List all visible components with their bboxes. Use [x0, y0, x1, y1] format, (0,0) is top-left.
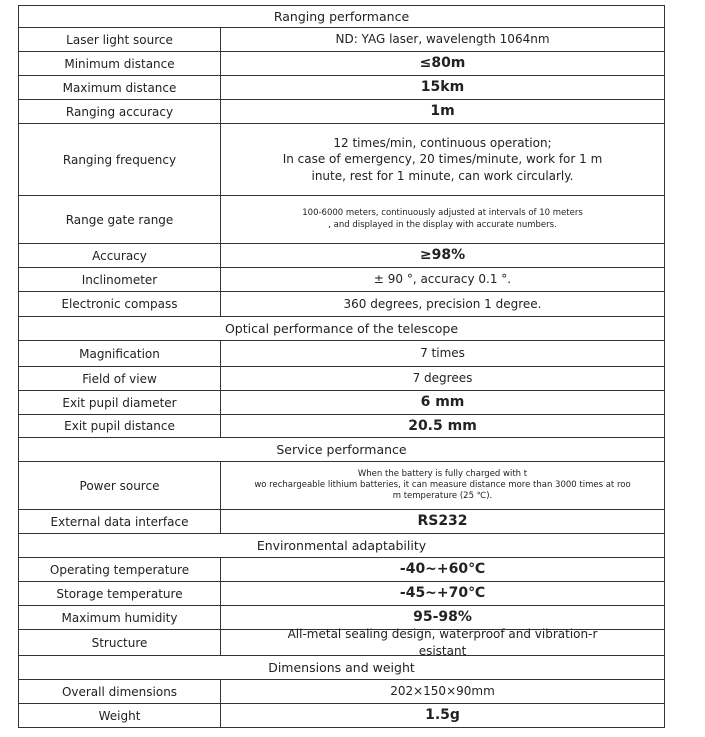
row-value: 12 times/min, continuous operation; In case of emergency, 20 times/minute, work for 1 m inute, rest for 1 minute, can work circularly. — [282, 136, 603, 183]
row-label: Maximum distance — [19, 76, 221, 99]
row-value: ≥98% — [419, 247, 466, 264]
row-value: 6 mm — [420, 394, 465, 411]
row-value: 20.5 mm — [408, 417, 477, 434]
table-row — [19, 100, 664, 124]
section-header: Optical performance of the telescope — [19, 317, 664, 341]
row-label: Storage temperature — [19, 582, 221, 605]
table-row — [19, 268, 664, 292]
table-row — [19, 52, 664, 76]
table-row — [19, 704, 664, 728]
row-label: Ranging accuracy — [19, 100, 221, 123]
row-label: Operating temperature — [19, 558, 221, 581]
table-row — [19, 292, 664, 317]
table-row — [19, 244, 664, 268]
row-label: Maximum humidity — [19, 606, 221, 629]
row-value: 7 times — [420, 346, 465, 361]
row-value: 7 degrees — [412, 371, 473, 386]
row-label: Power source — [19, 462, 221, 509]
row-label: Ranging frequency — [19, 124, 221, 195]
table-row — [19, 680, 664, 704]
table-row — [19, 582, 664, 606]
row-label: Magnification — [19, 341, 221, 366]
row-label: Field of view — [19, 367, 221, 390]
row-value: 202×150×90mm — [390, 684, 495, 699]
row-label: Inclinometer — [19, 268, 221, 291]
section-header: Dimensions and weight — [19, 656, 664, 680]
row-label: Accuracy — [19, 244, 221, 267]
row-value: When the battery is fully charged with t wo rechargeable lithium batteries, it can measure distance more than 3000 times at roo m temperature (25 ℃). — [254, 468, 631, 502]
row-value: 95-98% — [413, 609, 472, 626]
row-label: External data interface — [19, 510, 221, 533]
table-row — [19, 627, 664, 658]
row-label: Laser light source — [19, 28, 221, 51]
table-row — [19, 367, 664, 391]
table-row — [19, 28, 664, 52]
table-row — [19, 558, 664, 582]
row-value: ± 90 °, accuracy 0.1 °. — [373, 272, 512, 287]
table-row — [19, 196, 664, 244]
row-value: ND: YAG laser, wavelength 1064nm — [335, 32, 550, 47]
row-label: Exit pupil diameter — [19, 391, 221, 414]
row-value: -40~+60℃ — [399, 561, 486, 578]
row-value: All-metal sealing design, waterproof and vibration-r esistant — [287, 627, 598, 658]
spec-table — [18, 5, 665, 728]
row-label: Minimum distance — [19, 52, 221, 75]
row-value: 100-6000 meters, continuously adjusted at intervals of 10 meters , and displayed in the display with accurate numbers. — [302, 208, 583, 230]
table-row — [19, 76, 664, 100]
row-label: Range gate range — [19, 196, 221, 243]
table-row — [19, 391, 664, 415]
row-value: -45~+70℃ — [399, 585, 486, 602]
table-row — [19, 124, 664, 196]
row-value: 360 degrees, precision 1 degree. — [343, 296, 542, 311]
row-value: ≤80m — [419, 55, 466, 72]
row-label: Weight — [19, 704, 221, 727]
table-row — [19, 510, 664, 534]
section-header: Environmental adaptability — [19, 534, 664, 558]
row-label: Structure — [19, 630, 221, 655]
section-header: Ranging performance — [19, 6, 664, 28]
row-value: RS232 — [417, 513, 468, 530]
row-value: 1m — [430, 103, 455, 120]
section-header: Service performance — [19, 438, 664, 462]
row-value: 15km — [420, 79, 465, 96]
table-row — [19, 415, 664, 438]
table-row — [19, 341, 664, 367]
table-row — [19, 462, 664, 510]
row-value: 1.5g — [425, 707, 460, 724]
row-label: Overall dimensions — [19, 680, 221, 703]
row-label: Electronic compass — [19, 292, 221, 316]
row-label: Exit pupil distance — [19, 415, 221, 437]
